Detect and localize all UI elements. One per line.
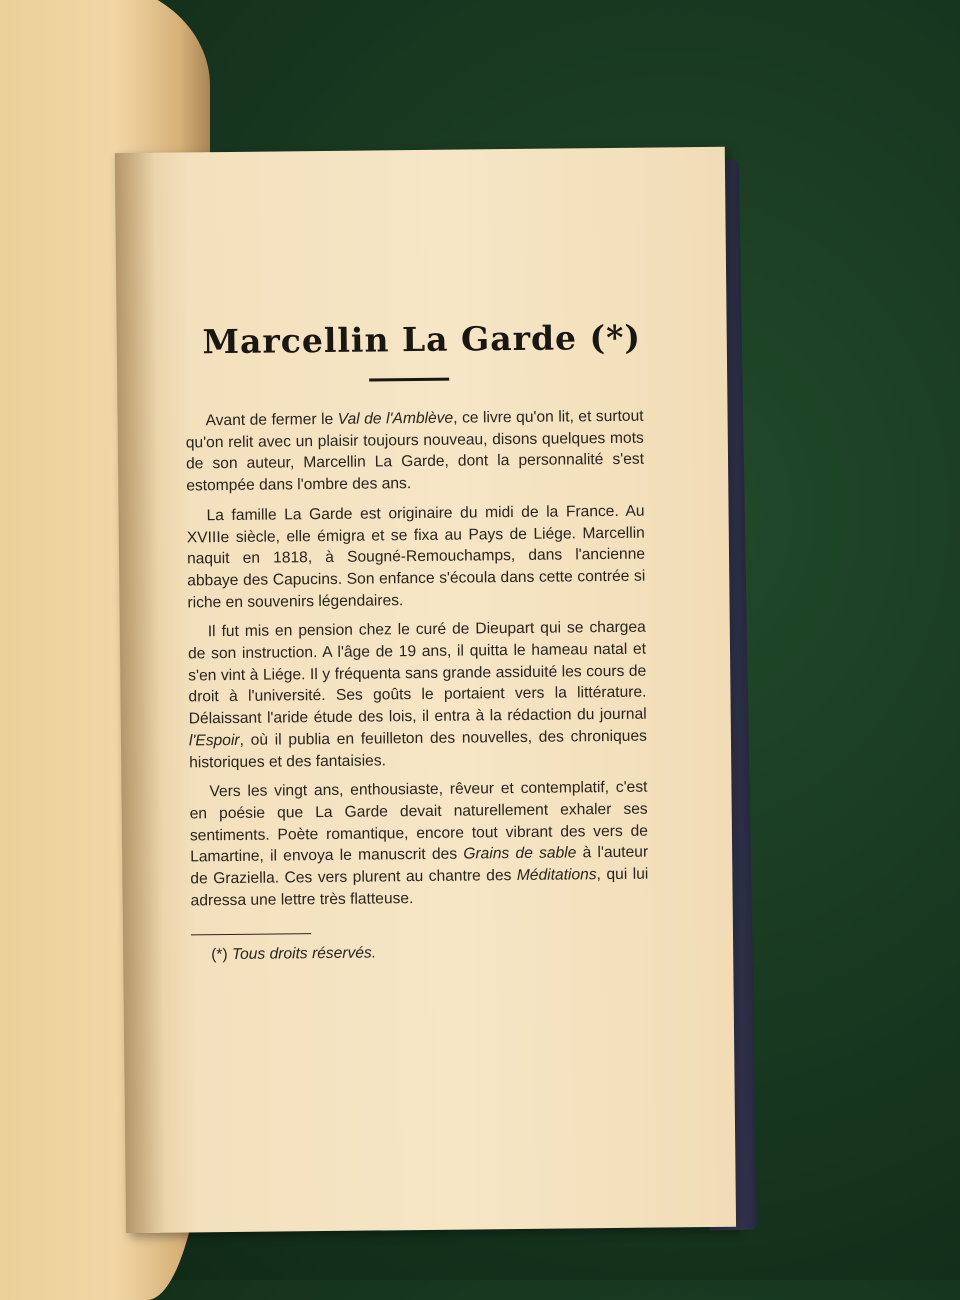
chapter-title: Marcellin La Garde (*)	[202, 317, 642, 362]
paragraph-3	[188, 617, 648, 774]
book-title-val-de-l-ambleve: Val de l'Amblève	[337, 409, 454, 428]
paragraph-4-text-end: , qui lui adressa une lettre très flatteuse.	[190, 865, 649, 910]
paragraph-2: La famille La Garde est originaire du midi de la France. Au XVIIIe siècle, elle émigra et se fixa au Pays de Liége. Marcellin naquit en 1818, à Sougné-Remouchamps, dans l'ancienne abbaye des Capucins. Son enfance s'écoula dans cette contrée si riche en souvenirs légendaires.	[186, 502, 646, 612]
footnote-text: Tous droits réservés.	[231, 944, 377, 963]
paragraph-3-text: Il fut mis en pension chez le curé de Dieupart qui se chargea de son instruction. A l'âge de 19 ans, il quitta le hameau natal et s'en vint à Liége. Il y fréquenta sans grande assiduité les cours de droit à l'université. Ses goûts le portaient vers la littérature. Délaissant l'aride étude des lois, il entra à la rédaction du journal	[187, 618, 647, 728]
book-page	[115, 147, 736, 1233]
journal-title-espoir: l'Espoir	[188, 731, 240, 750]
book-title-grains-de-sable: Grains de sable	[463, 844, 577, 863]
paragraph-3-text-end: , où il publia en feuilleton des nouvelles, des chroniques historiques et des fantaisies.	[189, 727, 648, 771]
paragraph-4	[189, 777, 648, 912]
paragraph-4-text: Vers les vingt ans, enthousiaste, rêveur et contemplatif, c'est en poésie que La Garde devait naturellement exhaler ses sentiments. Poète romantique, encore tout vibrant des vers de Lamartine, il envoya le manuscrit des	[189, 778, 648, 866]
body-text	[185, 406, 648, 920]
footnote-rule	[191, 933, 311, 935]
paragraph-1	[185, 406, 644, 498]
footnote	[211, 944, 376, 964]
footnote-marker: (*)	[211, 946, 228, 964]
title-rule	[369, 378, 449, 382]
paragraph-1-text-end: , ce livre qu'on lit, et surtout qu'on relit avec un plaisir toujours nouveau, disons quelques mots de son auteur, Marcellin La Garde, dont la personnalité s'est estompée dans l'ombre des ans.	[185, 407, 645, 495]
paragraph-1-text: Avant de fermer le	[205, 410, 338, 430]
book-title-meditations: Méditations	[516, 866, 597, 885]
paragraph-4-text-mid: à l'auteur de Graziella. Ces vers plurent au chantre des	[190, 843, 649, 888]
